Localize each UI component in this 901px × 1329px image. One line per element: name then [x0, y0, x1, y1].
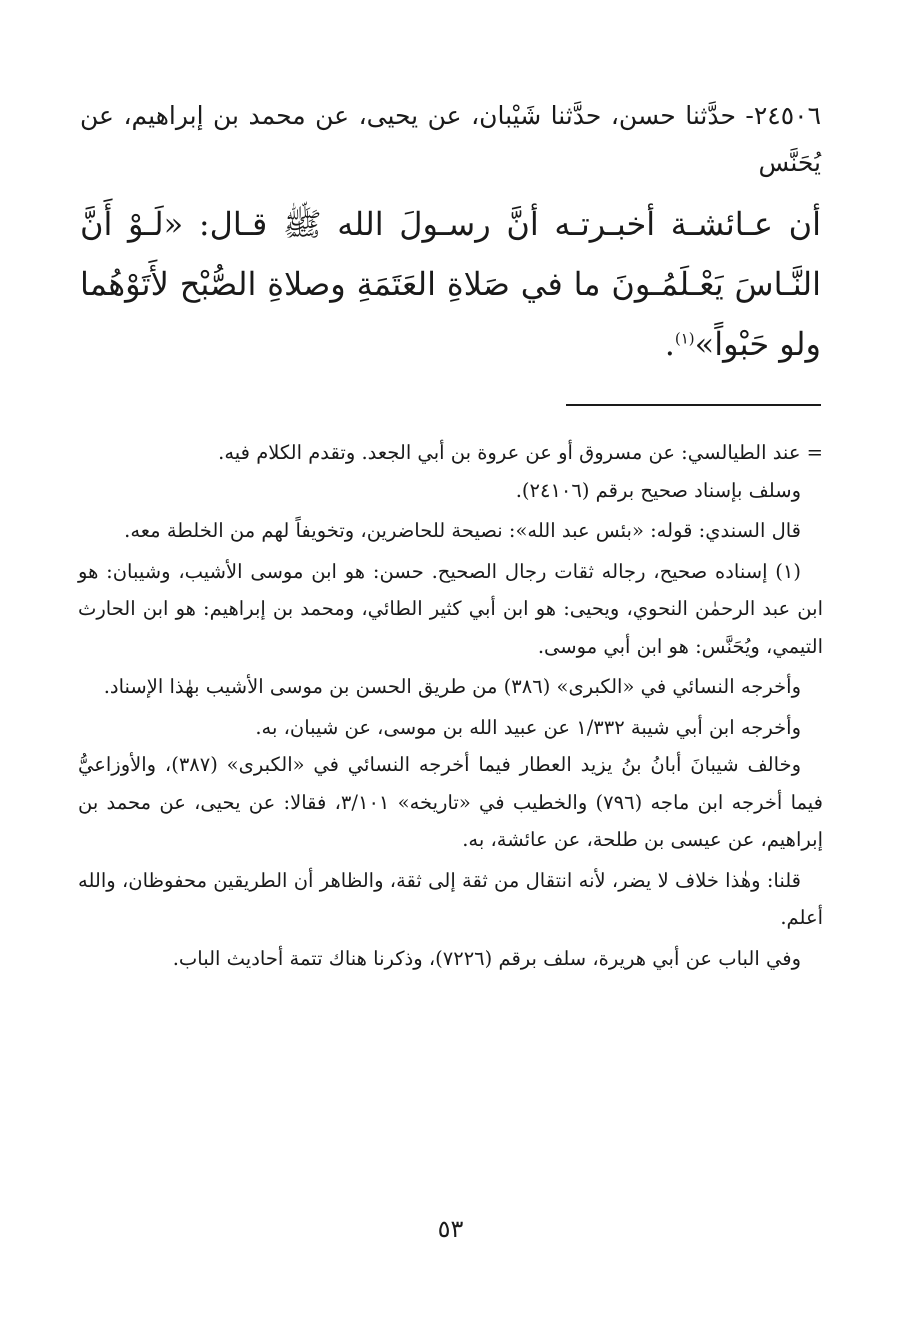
footnote-paragraph: وسلف بإسناد صحيح برقم (٢٤١٠٦).	[515, 478, 801, 502]
page-number: ٥٣	[437, 1215, 464, 1243]
footnote-paragraph: قال السندي: قوله: «بئس عبد الله»: نصيحة للحاضرين، وتخويفاً لهم من الخلطة معه.	[124, 519, 801, 542]
hadith-matn-text: أن عـائشـة أخبـرتـه أنَّ رسـولَ الله ﷺ قـال: «لَـوْ أَنَّ النَّـاسَ يَعْـلَمُـونَ ما في صَلاةِ العَتَمَةِ وصلاةِ الصُّبْح لأَتَوْهُما ولو حَبْواً»	[80, 205, 821, 363]
footnote-paragraph: وفي الباب عن أبي هريرة، سلف برقم (٧٢٢٦)، وذكرنا هناك تتمة أحاديث الباب.	[172, 946, 801, 970]
hadith-matn	[80, 194, 821, 374]
footnotes-section	[78, 434, 823, 980]
footnote-paragraph: وخالف شيبانَ أبانُ بنُ يزيد العطار فيما أخرجه النسائي في «الكبرى» (٣٨٧)، والأوزاعيُّ فيما أخرجه ابن ماجه (٧٩٦) والخطيب في «تاريخه» ٣/١٠١، فقالا: عن يحيى، عن محمد بن إبراهيم، عن عيسى بن طلحة، عن عائشة، به.	[78, 753, 823, 851]
footnote-reference-marker: (١)	[674, 329, 695, 348]
footnote-paragraph: وأخرجه ابن أبي شيبة ١/٣٣٢ عن عبيد الله بن موسى، عن شيبان، به.	[255, 715, 801, 739]
footnote-paragraph: وأخرجه النسائي في «الكبرى» (٣٨٦) من طريق الحسن بن موسى الأشيب بهٰذا الإسناد.	[103, 675, 801, 698]
hadith-end-mark: .	[664, 325, 675, 363]
hadith-isnad: ٢٤٥٠٦- حدَّثنا حسن، حدَّثنا شَيْبان، عن يحيى، عن محمد بن إبراهيم، عن يُحَنَّس	[80, 101, 821, 177]
footnote-separator-rule	[566, 404, 821, 406]
hadith-block	[80, 92, 821, 374]
footnote-paragraph: (١) إسناده صحيح، رجاله ثقات رجال الصحيح. حسن: هو ابن موسى الأشيب، وشيبان: هو ابن عبد الرحمٰن النحوي، ويحيى: هو ابن أبي كثير الطائي، ومحمد بن إبراهيم: هو ابن الحارث التيمي، ويُحَنَّس: هو ابن أبي موسى.	[78, 559, 823, 658]
footnote-paragraph: = عند الطيالسي: عن مسروق أو عن عروة بن أبي الجعد. وتقدم الكلام فيه.	[218, 441, 823, 464]
footnote-paragraph: قلنا: وهٰذا خلاف لا يضر، لأنه انتقال من ثقة إلى ثقة، والظاهر أن الطريقين محفوظان، والله أعلم.	[78, 868, 823, 929]
